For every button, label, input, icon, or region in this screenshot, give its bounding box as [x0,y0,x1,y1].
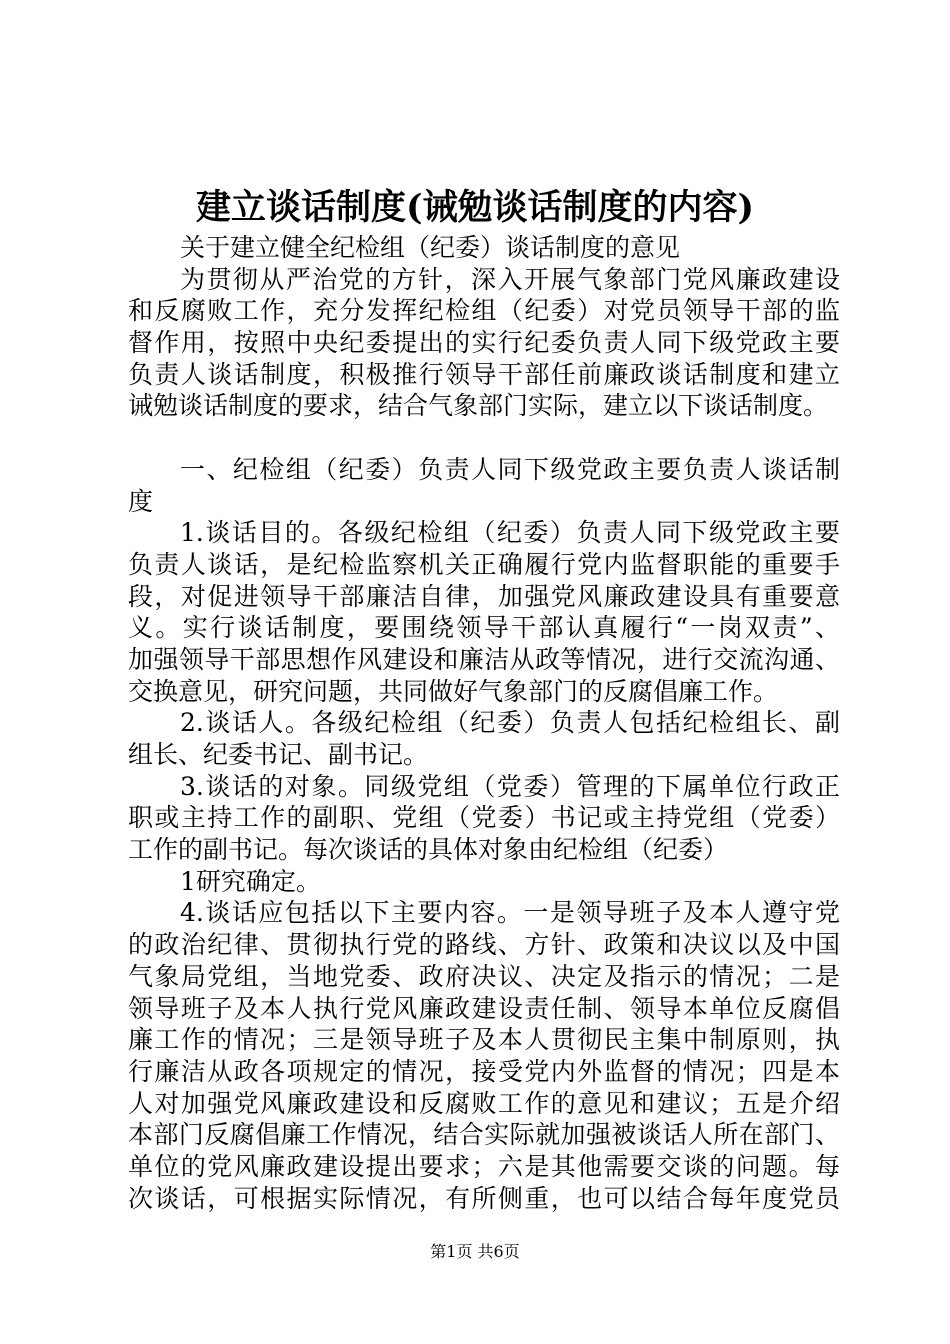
document-title: 建立谈话制度(诫勉谈话制度的内容) [195,187,755,228]
paragraph-line: 廉工作的情况；三是领导班子及本人贯彻民主集中制原则，执 [128,1025,840,1055]
paragraph-line: 人对加强党风廉政建设和反腐败工作的意见和建议；五是介绍 [128,1088,840,1118]
section-heading-line: 一、纪检组（纪委）负责人同下级党政主要负责人谈话制 [180,454,840,484]
paragraph-line: 的政治纪律、贯彻执行党的路线、方针、政策和决议以及中国 [128,930,840,960]
paragraph-line: 为贯彻从严治党的方针，深入开展气象部门党风廉政建设 [180,264,840,294]
paragraph-line: 2.谈话人。各级纪检组（纪委）负责人包括纪检组长、副 [180,708,840,738]
paragraph-line: 和反腐败工作，充分发挥纪检组（纪委）对党员领导干部的监 [128,296,840,326]
paragraph-line: 组长、纪委书记、副书记。 [128,740,429,769]
paragraph-line: 工作的副书记。每次谈话的具体对象由纪检组（纪委） [128,835,729,865]
paragraph-line: 负责人谈话，是纪检监察机关正确履行党内监督职能的重要手 [128,549,840,579]
paragraph-line: 督作用，按照中央纪委提出的实行纪委负责人同下级党政主要 [128,328,840,358]
paragraph-line: 本部门反腐倡廉工作情况，结合实际就加强被谈话人所在部门、 [128,1120,840,1150]
paragraph-line: 义。实行谈话制度，要围绕领导干部认真履行“一岗双责”、 [128,613,840,643]
paragraph-line: 单位的党风廉政建设提出要求；六是其他需要交谈的问题。每 [128,1151,840,1181]
paragraph-line: 段，对促进领导干部廉洁自律，加强党风廉政建设具有重要意 [128,581,840,611]
page-footer: 第1页 共6页 [430,1242,520,1261]
blank-line [128,422,840,454]
paragraph-line: 负责人谈话制度，积极推行领导干部任前廉政谈话制度和建立 [128,359,840,389]
paragraph-line: 诫勉谈话制度的要求，结合气象部门实际，建立以下谈话制度。 [128,391,829,421]
paragraph-line: 职或主持工作的副职、党组（党委）书记或主持党组（党委） [128,803,840,833]
paragraph-line: 交换意见，研究问题，共同做好气象部门的反腐倡廉工作。 [128,676,779,706]
document-body [128,232,840,1214]
paragraph-line: 1研究确定。 [180,866,321,896]
paragraph-line: 气象局党组，当地党委、政府决议、决定及指示的情况；二是 [128,961,840,991]
paragraph-line: 次谈话，可根据实际情况，有所侧重，也可以结合每年度党员 [128,1183,840,1213]
paragraph-line: 4.谈话应包括以下主要内容。一是领导班子及本人遵守党 [180,898,840,928]
paragraph-line: 行廉洁从政各项规定的情况，接受党内外监督的情况；四是本 [128,1056,840,1086]
paragraph-line: 领导班子及本人执行党风廉政建设责任制、领导本单位反腐倡 [128,993,840,1023]
section-heading-line: 度 [128,486,154,516]
paragraph-line: 1.谈话目的。各级纪检组（纪委）负责人同下级党政主要 [180,518,840,548]
document-subtitle: 关于建立健全纪检组（纪委）谈话制度的意见 [180,233,681,262]
paragraph-line: 加强领导干部思想作风建设和廉洁从政等情况，进行交流沟通、 [128,644,840,674]
paragraph-line: 3.谈话的对象。同级党组（党委）管理的下属单位行政正 [180,771,840,801]
